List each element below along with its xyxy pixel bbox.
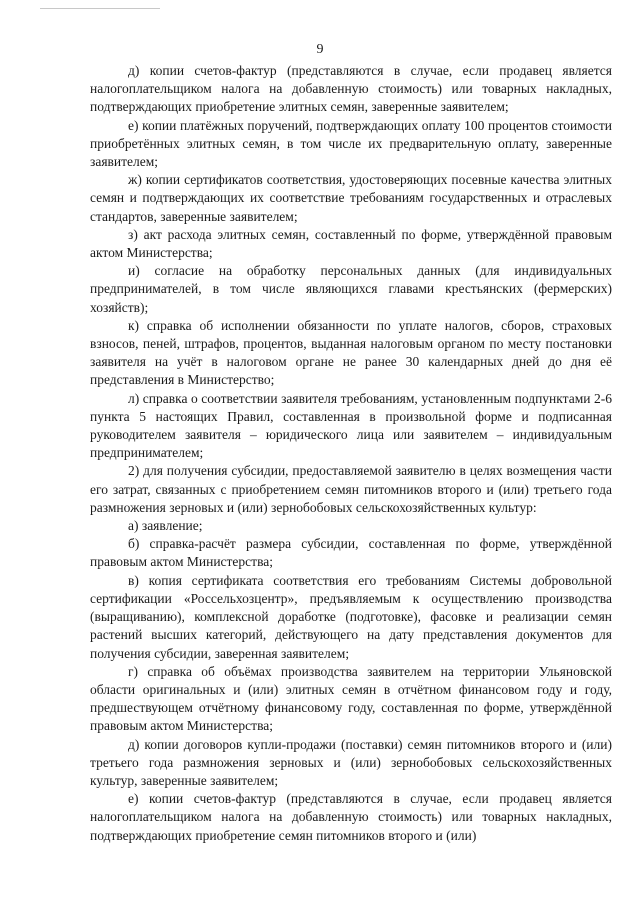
paragraph: 2) для получения субсидии, предоставляемой заявителю в целях возмещения части его затрат, связанных с приобретением семян питомников второго и (или) третьего года размножения зерновых и (или) зернобобовых сельскохозяйственных культур: (90, 463, 612, 515)
paragraph: в) копия сертификата соответствия его требованиям Системы добровольной сертификации «Россельхозцентр», предъявляемым к осуществлению производства (выращиванию), комплексной доработке (подготовке), фасовке и реализации семян растений высших категорий, действующего на дату представления документов для получения субсидии, заверенная заявителем; (90, 572, 612, 661)
paragraph: а) заявление; (128, 518, 203, 534)
scan-artifact (40, 8, 160, 9)
document-body (90, 62, 612, 845)
paragraph: к) справка об исполнении обязанности по уплате налогов, сборов, страховых взносов, пеней, штрафов, процентов, выданная налоговым органом по месту постановки заявителя на учёт в налоговом органе не ранее 30 календарных дней до дня её представления в Министерство; (90, 317, 612, 388)
paragraph: и) согласие на обработку персональных данных (для индивидуальных предпринимателей, в том числе являющихся главами крестьянских (фермерских) хозяйств); (90, 263, 612, 315)
paragraph: л) справка о соответствии заявителя требованиям, установленным подпунктами 2-6 пункта 5 настоящих Правил, составленная в произвольной форме и подписанная руководителем заявителя – юридического лица или заявителем – индивидуальным предпринимателем; (90, 390, 612, 461)
paragraph: е) копии счетов-фактур (представляются в случае, если продавец является налогоплательщиком налога на добавленную стоимость) или товарных накладных, подтверждающих приобретение семян питомников второго и (или) (90, 791, 612, 843)
paragraph: з) акт расхода элитных семян, составленный по форме, утверждённой правовым актом Министерства; (90, 226, 612, 261)
paragraph: д) копии счетов-фактур (представляются в случае, если продавец является налогоплательщиком налога на добавленную стоимость) или товарных накладных, подтверждающих приобретение элитных семян, заверенные заявителем; (90, 63, 612, 115)
paragraph: ж) копии сертификатов соответствия, удостоверяющих посевные качества элитных семян и подтверждающих их соответствие требованиям государственных и отраслевых стандартов, заверенные заявителем; (90, 172, 612, 224)
paragraph: б) справка-расчёт размера субсидии, составленная по форме, утверждённой правовым актом Министерства; (90, 536, 612, 570)
paragraph: г) справка об объёмах производства заявителем на территории Ульяновской области оригинальных и (или) элитных семян в отчётном финансовом году и году, предшествующем отчётному финансовому году, составленная по форме, утверждённой правовым актом Министерства; (90, 663, 612, 734)
paragraph: д) копии договоров купли-продажи (поставки) семян питомников второго и (или) третьего года размножения зерновых и (или) зернобобовых сельскохозяйственных культур, заверенные заявителем; (90, 736, 612, 788)
paragraph: е) копии платёжных поручений, подтверждающих оплату 100 процентов стоимости приобретённых элитных семян, в том числе их предварительную оплату, заверенные заявителем; (90, 117, 612, 170)
page-number: 9 (316, 42, 324, 57)
